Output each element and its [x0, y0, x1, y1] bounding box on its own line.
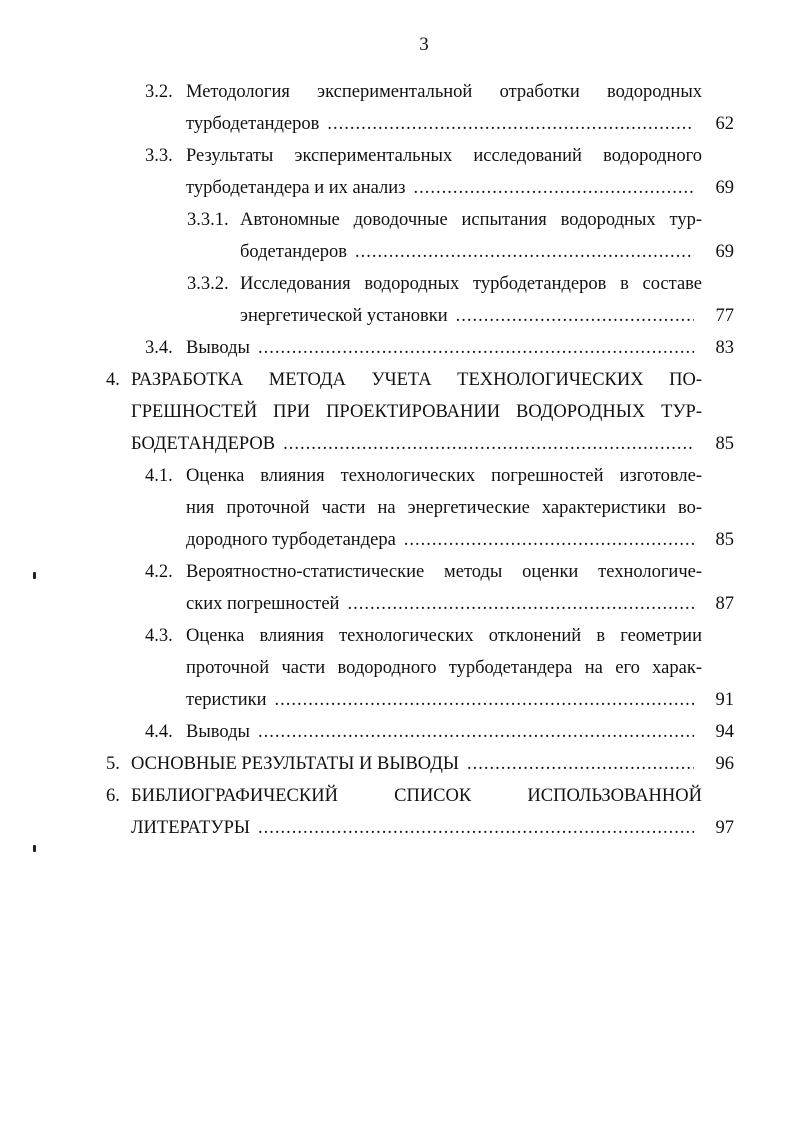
- toc-entry-6: [0, 780, 798, 844]
- dot-leader: [347, 588, 694, 620]
- toc-entry-number: 3.2.: [145, 82, 173, 102]
- toc-entry-last-line: [131, 812, 702, 844]
- toc-entry-page: 87: [715, 594, 734, 614]
- toc-entry-title-end: Выводы: [186, 338, 250, 358]
- toc-entry-last-line: [186, 684, 702, 716]
- dot-leader: [467, 748, 694, 780]
- scan-speck: [33, 845, 36, 852]
- toc-entry-3-4: [0, 332, 798, 364]
- dot-leader: [258, 812, 694, 844]
- toc-entry-page: 62: [715, 114, 734, 134]
- dot-leader: [258, 716, 694, 748]
- toc-entry-last-line: [131, 748, 702, 780]
- toc-entry-title-end: теристики: [186, 690, 267, 710]
- toc-entry-last-line: [240, 236, 702, 268]
- toc-entry-title-end: турбодетандеров: [186, 114, 320, 134]
- toc-entry-last-line: [186, 588, 702, 620]
- toc-entry-title-line: Оценка влияния технологических погрешностей изготовле-: [186, 466, 702, 486]
- toc-entry-last-line: [186, 332, 702, 364]
- toc-entry-number: 4.3.: [145, 626, 173, 646]
- dot-leader: [413, 172, 694, 204]
- toc-entry-4: [0, 364, 798, 460]
- toc-entry-page: 77: [715, 306, 734, 326]
- toc-entry-last-line: [186, 172, 702, 204]
- toc-entry-number: 6.: [106, 786, 120, 806]
- table-of-contents: [0, 76, 798, 844]
- toc-entry-title-line: БИБЛИОГРАФИЧЕСКИЙ СПИСОК ИСПОЛЬЗОВАННОЙ: [131, 786, 702, 806]
- toc-entry-page: 83: [715, 338, 734, 358]
- toc-entry-page: 96: [715, 754, 734, 774]
- dot-leader: [258, 332, 694, 364]
- toc-entry-number: 3.3.: [145, 146, 173, 166]
- dot-leader: [404, 524, 694, 556]
- toc-entry-page: 85: [715, 434, 734, 454]
- toc-entry-number: 4.1.: [145, 466, 173, 486]
- toc-entry-title-line: проточной части водородного турбодетандера на его харак-: [186, 658, 702, 678]
- toc-entry-number: 3.3.1.: [187, 210, 229, 230]
- toc-entry-page: 91: [715, 690, 734, 710]
- toc-entry-last-line: [186, 524, 702, 556]
- toc-entry-title-line: ГРЕШНОСТЕЙ ПРИ ПРОЕКТИРОВАНИИ ВОДОРОДНЫХ ТУР-: [131, 402, 702, 422]
- toc-entry-last-line: [186, 108, 702, 140]
- toc-entry-last-line: [240, 300, 702, 332]
- dot-leader: [456, 300, 694, 332]
- toc-entry-title-end: Выводы: [186, 722, 250, 742]
- toc-entry-last-line: [131, 428, 702, 460]
- toc-entry-page: 85: [715, 530, 734, 550]
- toc-entry-3-3: [0, 140, 798, 204]
- toc-entry-title-line: РАЗРАБОТКА МЕТОДА УЧЕТА ТЕХНОЛОГИЧЕСКИХ ПО-: [131, 370, 702, 390]
- toc-entry-page: 69: [715, 242, 734, 262]
- toc-entry-number: 4.2.: [145, 562, 173, 582]
- toc-entry-3-3-2: [0, 268, 798, 332]
- toc-entry-title-line: Автономные доводочные испытания водородных тур-: [240, 210, 702, 230]
- page-number: 3: [419, 34, 429, 55]
- toc-entry-title-end: энергетической установки: [240, 306, 448, 326]
- toc-entry-page: 69: [715, 178, 734, 198]
- toc-entry-number: 5.: [106, 754, 120, 774]
- toc-entry-last-line: [186, 716, 702, 748]
- toc-entry-number: 3.3.2.: [187, 274, 229, 294]
- toc-entry-title-end: турбодетандера и их анализ: [186, 178, 406, 198]
- toc-entry-number: 3.4.: [145, 338, 173, 358]
- toc-entry-title-end: ЛИТЕРАТУРЫ: [131, 818, 250, 838]
- toc-entry-4-1: [0, 460, 798, 556]
- toc-entry-title-end: ОСНОВНЫЕ РЕЗУЛЬТАТЫ И ВЫВОДЫ: [131, 754, 459, 774]
- toc-entry-3-2: [0, 76, 798, 140]
- toc-entry-title-line: Результаты экспериментальных исследований водородного: [186, 146, 702, 166]
- toc-entry-title-end: дородного турбодетандера: [186, 530, 396, 550]
- dot-leader: [355, 236, 694, 268]
- toc-entry-4-4: [0, 716, 798, 748]
- toc-entry-4-3: [0, 620, 798, 716]
- scan-speck: [33, 572, 36, 579]
- toc-entry-title-end: ских погрешностей: [186, 594, 340, 614]
- toc-entry-title-line: Оценка влияния технологических отклонений в геометрии: [186, 626, 702, 646]
- dot-leader: [275, 684, 694, 716]
- toc-entry-page: 97: [715, 818, 734, 838]
- toc-entry-page: 94: [715, 722, 734, 742]
- toc-entry-number: 4.: [106, 370, 120, 390]
- toc-entry-5: [0, 748, 798, 780]
- toc-entry-4-2: [0, 556, 798, 620]
- toc-entry-title-end: БОДЕТАНДЕРОВ: [131, 434, 276, 454]
- toc-entry-title-line: Методология экспериментальной отработки водородных: [186, 82, 702, 102]
- toc-entry-title-line: ния проточной части на энергетические характеристики во-: [186, 498, 702, 518]
- dot-leader: [327, 108, 694, 140]
- toc-entry-title-line: Исследования водородных турбодетандеров в составе: [240, 274, 702, 294]
- toc-entry-title-line: Вероятностно-статистические методы оценки технологиче-: [186, 562, 702, 582]
- toc-entry-title-end: бодетандеров: [240, 242, 348, 262]
- toc-entry-3-3-1: [0, 204, 798, 268]
- toc-entry-number: 4.4.: [145, 722, 173, 742]
- dot-leader: [283, 428, 694, 460]
